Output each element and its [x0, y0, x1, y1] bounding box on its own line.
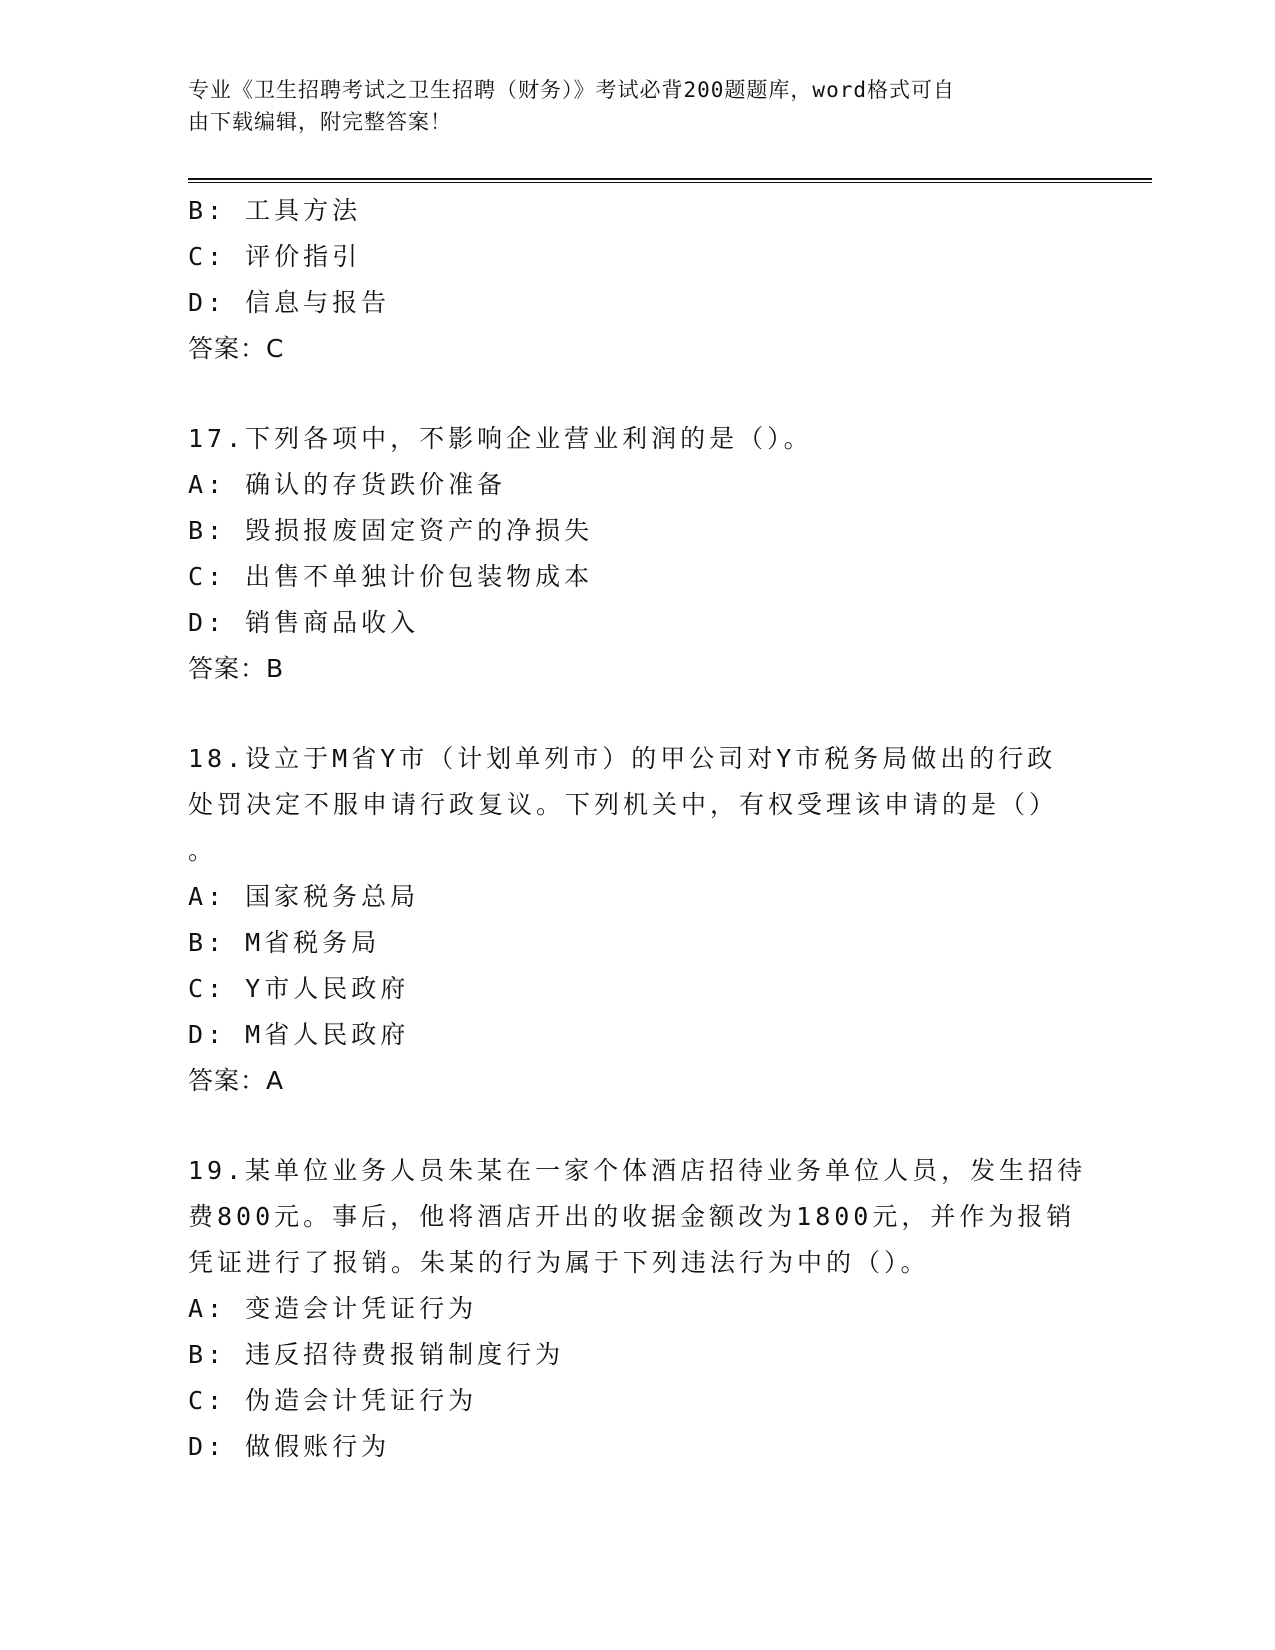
header-title-line-2: 由下载编辑，附完整答案！ — [188, 110, 452, 134]
question-block-16-tail — [188, 188, 1088, 372]
question-stem-line-1: 18.设立于M省Y市（计划单列市）的甲公司对Y市税务局做出的行政 — [188, 744, 1057, 773]
answer-line: 答案：B — [188, 654, 285, 683]
question-stem-line-1: 19.某单位业务人员朱某在一家个体酒店招待业务单位人员，发生招待 — [188, 1156, 1087, 1185]
question-stem-line-3: 。 — [188, 836, 218, 865]
question-block-19 — [188, 1148, 1088, 1470]
option-c: C: 出售不单独计价包装物成本 — [188, 562, 594, 591]
option-b: B: 工具方法 — [188, 196, 362, 225]
option-c: C: 伪造会计凭证行为 — [188, 1386, 478, 1415]
option-b: B: M省税务局 — [188, 928, 381, 957]
question-block-18 — [188, 736, 1088, 1104]
option-c: C: Y市人民政府 — [188, 974, 410, 1003]
option-b: B: 违反招待费报销制度行为 — [188, 1340, 565, 1369]
option-b: B: 毁损报废固定资产的净损失 — [188, 516, 594, 545]
option-a: A: 变造会计凭证行为 — [188, 1294, 478, 1323]
option-d: D: 做假账行为 — [188, 1432, 391, 1461]
question-block-17 — [188, 416, 1088, 692]
header-title-line-1: 专业《卫生招聘考试之卫生招聘（财务）》考试必背200题题库，word格式可自 — [188, 78, 955, 102]
question-content — [188, 188, 1088, 1470]
option-d: D: 销售商品收入 — [188, 608, 420, 637]
page-header — [188, 74, 1088, 138]
question-stem-line-2: 处罚决定不服申请行政复议。下列机关中，有权受理该申请的是（） — [188, 790, 1059, 819]
option-a: A: 国家税务总局 — [188, 882, 420, 911]
header-divider — [188, 178, 1152, 183]
option-c: C: 评价指引 — [188, 242, 362, 271]
answer-line: 答案：C — [188, 334, 285, 363]
question-stem: 17.下列各项中，不影响企业营业利润的是（）。 — [188, 424, 813, 453]
option-d: D: 信息与报告 — [188, 288, 391, 317]
option-d: D: M省人民政府 — [188, 1020, 410, 1049]
answer-line: 答案：A — [188, 1066, 285, 1095]
question-stem-line-2: 费800元。事后，他将酒店开出的收据金额改为1800元，并作为报销 — [188, 1202, 1076, 1231]
option-a: A: 确认的存货跌价准备 — [188, 470, 507, 499]
question-stem-line-3: 凭证进行了报销。朱某的行为属于下列违法行为中的（）。 — [188, 1248, 930, 1277]
